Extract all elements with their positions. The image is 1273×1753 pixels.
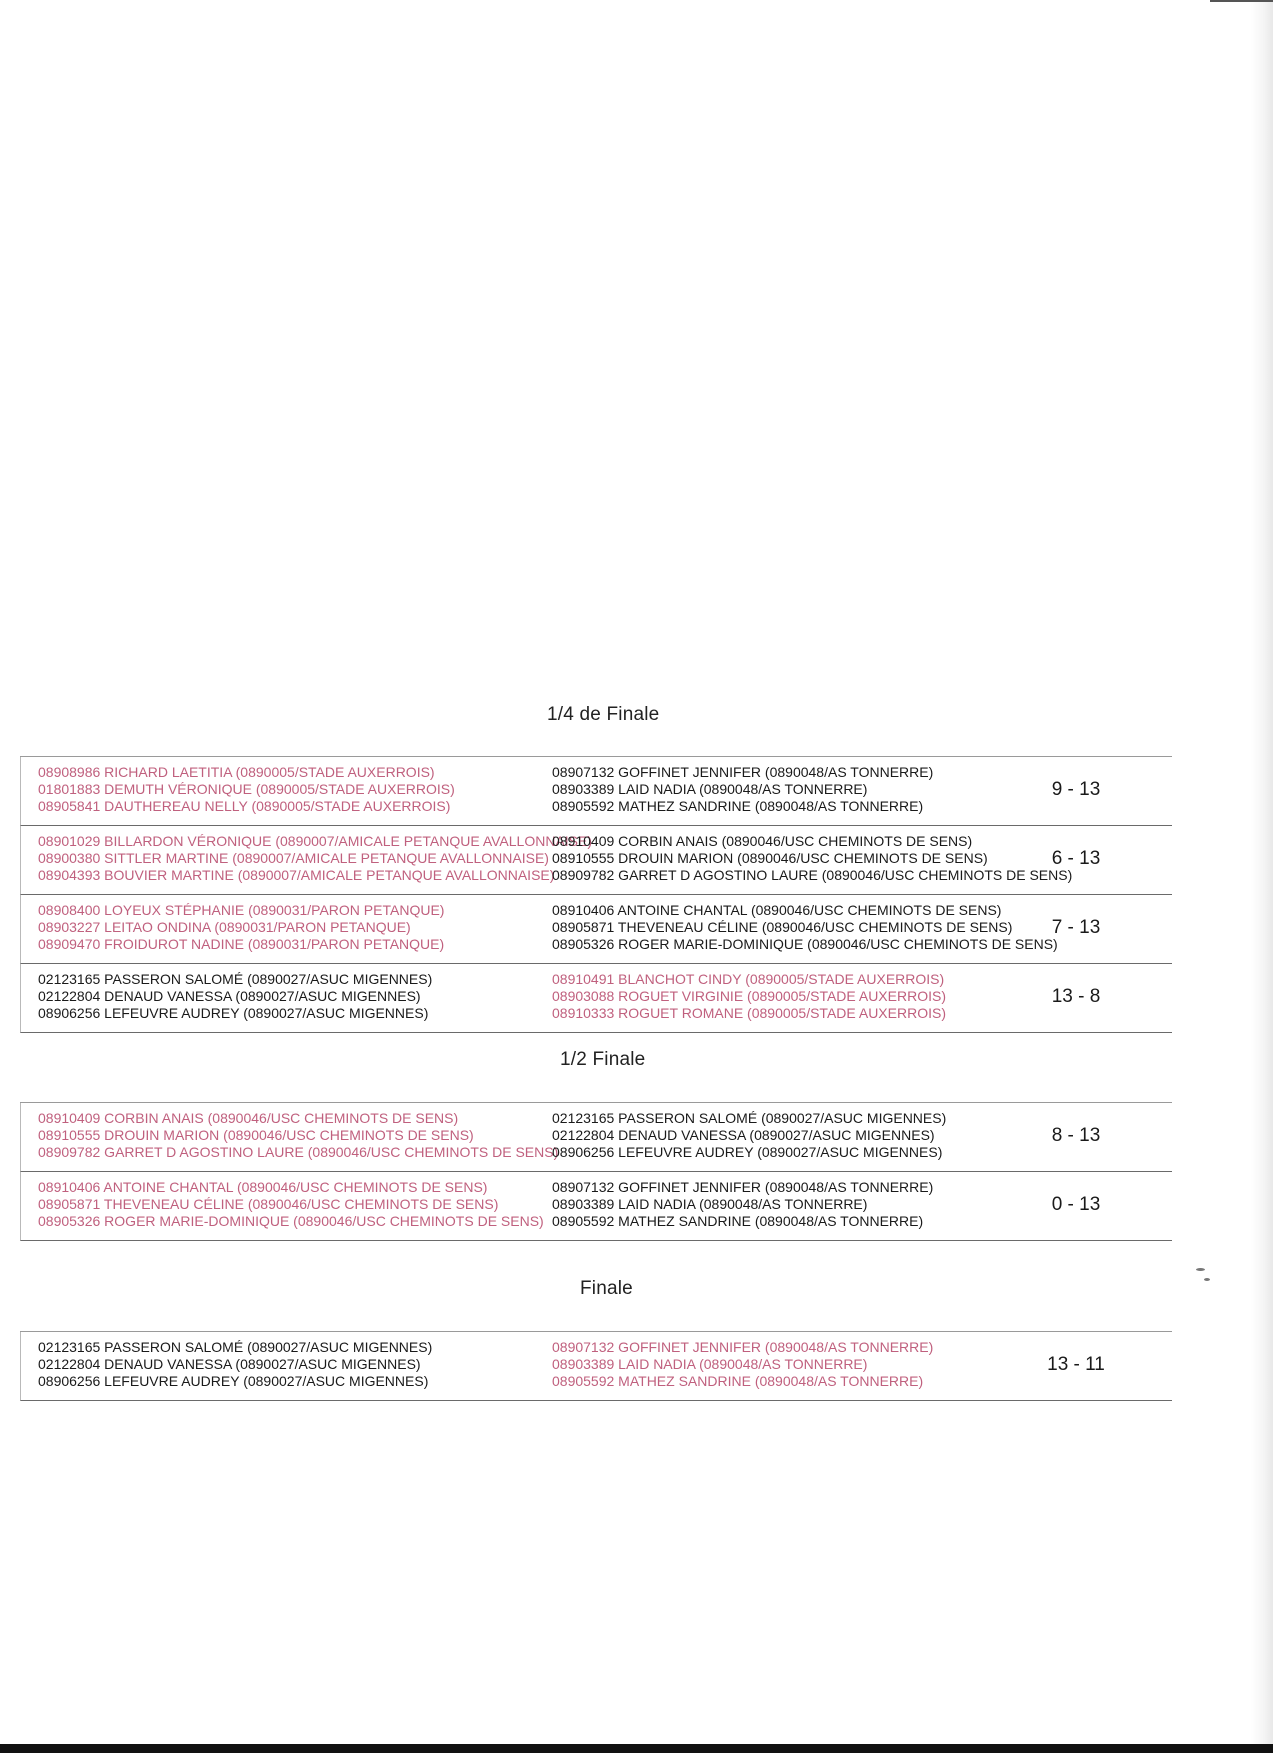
team-left [38,902,444,953]
player-line: 08905841 DAUTHEREAU NELLY (0890005/STADE AUXERROIS) [38,798,451,814]
player-line: 08905871 THEVENEAU CÉLINE (0890046/USC CHEMINOTS DE SENS) [552,919,1013,935]
team-left [38,764,455,815]
team-right [552,1110,946,1161]
player-line: 08900380 SITTLER MARTINE (0890007/AMICALE PETANQUE AVALLONNAISE) [38,850,549,866]
match-row [20,757,1172,826]
player-line: 08907132 GOFFINET JENNIFER (0890048/AS TONNERRE) [552,1339,934,1355]
player-line: 08903088 ROGUET VIRGINIE (0890005/STADE AUXERROIS) [552,988,946,1004]
match-score: 13 - 11 [1047,1354,1105,1375]
match-row [20,826,1172,895]
player-line: 08901029 BILLARDON VÉRONIQUE (0890007/AMICALE PETANQUE AVALLONNAISE) [38,833,593,849]
match-row [20,1172,1172,1241]
team-right [552,902,1058,953]
section-title-final: Finale [580,1278,633,1299]
player-line: 08910406 ANTOINE CHANTAL (0890046/USC CHEMINOTS DE SENS) [38,1179,488,1195]
player-line: 08910409 CORBIN ANAIS (0890046/USC CHEMINOTS DE SENS) [552,833,973,849]
team-right [552,1339,933,1390]
match-score: 7 - 13 [1051,917,1101,938]
player-line: 08910333 ROGUET ROMANE (0890005/STADE AUXERROIS) [552,1005,946,1021]
match-score: 6 - 13 [1051,848,1101,869]
match-score: 13 - 8 [1051,986,1101,1007]
player-line: 08909782 GARRET D AGOSTINO LAURE (0890046/USC CHEMINOTS DE SENS) [552,867,1073,883]
player-line: 08905326 ROGER MARIE-DOMINIQUE (0890046/USC CHEMINOTS DE SENS) [552,936,1058,952]
player-line: 08908400 LOYEUX STÉPHANIE (0890031/PARON PETANQUE) [38,902,445,918]
scan-speck [1196,1268,1205,1271]
player-line: 08905326 ROGER MARIE-DOMINIQUE (0890046/USC CHEMINOTS DE SENS) [38,1213,544,1229]
player-line: 08903227 LEITAO ONDINA (0890031/PARON PETANQUE) [38,919,411,935]
player-line: 08909470 FROIDUROT NADINE (0890031/PARON PETANQUE) [38,936,445,952]
player-line: 08907132 GOFFINET JENNIFER (0890048/AS TONNERRE) [552,1179,934,1195]
player-line: 08904393 BOUVIER MARTINE (0890007/AMICALE PETANQUE AVALLONNAISE) [38,867,555,883]
scan-speck [1204,1278,1210,1281]
player-line: 08903389 LAID NADIA (0890048/AS TONNERRE) [552,1356,868,1372]
section-title-semi-finals: 1/2 Finale [560,1049,646,1070]
player-line: 08905592 MATHEZ SANDRINE (0890048/AS TONNERRE) [552,798,924,814]
match-row [20,1332,1172,1401]
player-line: 08906256 LEFEUVRE AUDREY (0890027/ASUC MIGENNES) [38,1005,429,1021]
team-left [38,1339,432,1390]
scan-right-edge [1251,0,1273,1753]
player-line: 08910555 DROUIN MARION (0890046/USC CHEMINOTS DE SENS) [552,850,988,866]
player-line: 02122804 DENAUD VANESSA (0890027/ASUC MIGENNES) [38,1356,421,1372]
match-row [20,1103,1172,1172]
player-line: 02122804 DENAUD VANESSA (0890027/ASUC MIGENNES) [552,1127,935,1143]
player-line: 02123165 PASSERON SALOMÉ (0890027/ASUC MIGENNES) [38,1339,433,1355]
team-right [552,971,946,1022]
player-line: 08907132 GOFFINET JENNIFER (0890048/AS TONNERRE) [552,764,934,780]
team-left [38,971,432,1022]
scan-bottom-edge [0,1744,1273,1753]
match-score: 9 - 13 [1051,779,1101,800]
player-line: 08905592 MATHEZ SANDRINE (0890048/AS TONNERRE) [552,1213,924,1229]
player-line: 08905871 THEVENEAU CÉLINE (0890046/USC CHEMINOTS DE SENS) [38,1196,499,1212]
player-line: 08906256 LEFEUVRE AUDREY (0890027/ASUC MIGENNES) [38,1373,429,1389]
team-right [552,1179,933,1230]
player-line: 02122804 DENAUD VANESSA (0890027/ASUC MIGENNES) [38,988,421,1004]
player-line: 08906256 LEFEUVRE AUDREY (0890027/ASUC MIGENNES) [552,1144,943,1160]
player-line: 08910555 DROUIN MARION (0890046/USC CHEMINOTS DE SENS) [38,1127,474,1143]
team-left [38,1179,544,1230]
match-row [20,964,1172,1033]
player-line: 08903389 LAID NADIA (0890048/AS TONNERRE) [552,1196,868,1212]
player-line: 08910406 ANTOINE CHANTAL (0890046/USC CHEMINOTS DE SENS) [552,902,1002,918]
player-line: 02123165 PASSERON SALOMÉ (0890027/ASUC MIGENNES) [38,971,433,987]
team-left [38,833,592,884]
team-right [552,764,933,815]
scan-top-mark [1210,0,1273,2]
match-row [20,895,1172,964]
player-line: 08910491 BLANCHOT CINDY (0890005/STADE AUXERROIS) [552,971,945,987]
player-line: 02123165 PASSERON SALOMÉ (0890027/ASUC MIGENNES) [552,1110,947,1126]
player-line: 08909782 GARRET D AGOSTINO LAURE (0890046/USC CHEMINOTS DE SENS) [38,1144,559,1160]
team-left [38,1110,558,1161]
player-line: 08908986 RICHARD LAETITIA (0890005/STADE AUXERROIS) [38,764,435,780]
match-score: 0 - 13 [1051,1194,1101,1215]
player-line: 01801883 DEMUTH VÉRONIQUE (0890005/STADE AUXERROIS) [38,781,455,797]
match-score: 8 - 13 [1051,1125,1101,1146]
player-line: 08910409 CORBIN ANAIS (0890046/USC CHEMINOTS DE SENS) [38,1110,459,1126]
player-line: 08905592 MATHEZ SANDRINE (0890048/AS TONNERRE) [552,1373,924,1389]
section-title-quarter-finals: 1/4 de Finale [547,704,660,725]
player-line: 08903389 LAID NADIA (0890048/AS TONNERRE) [552,781,868,797]
team-right [552,833,1072,884]
